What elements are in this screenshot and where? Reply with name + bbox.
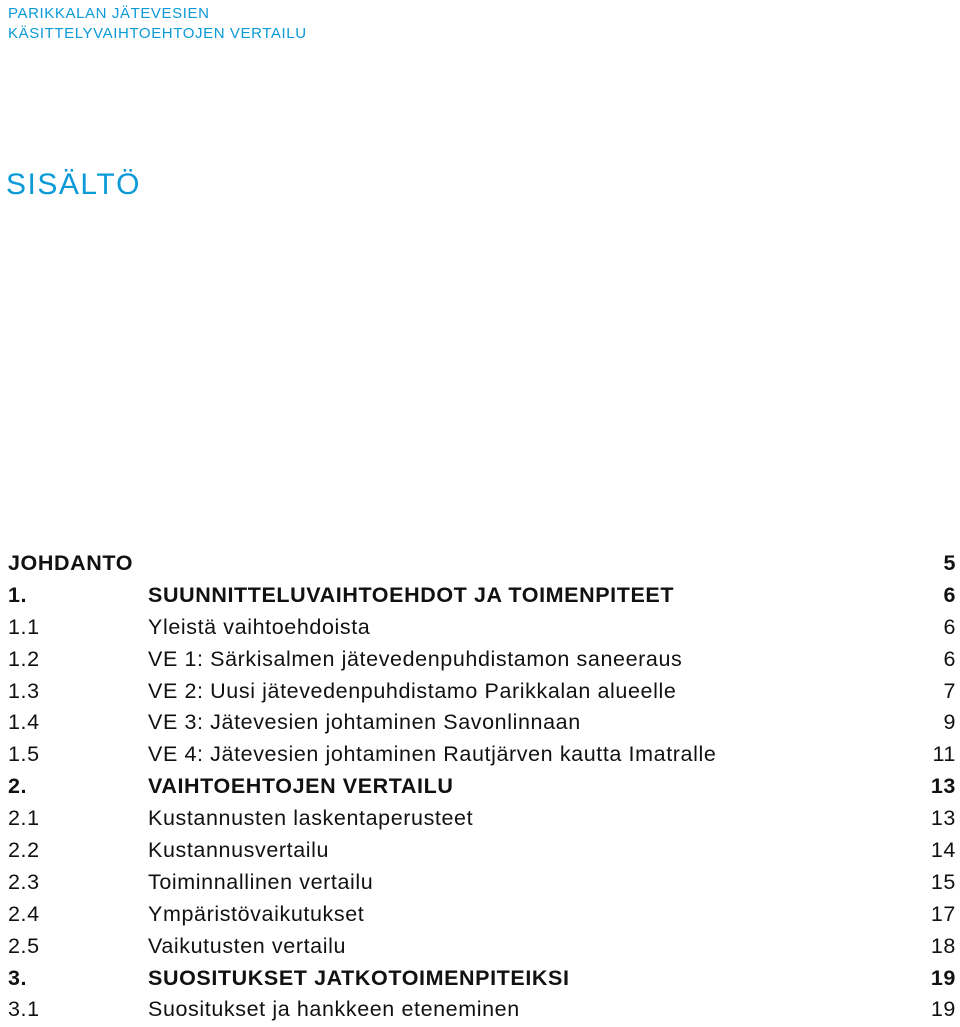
toc-entry-page-number: 18: [930, 933, 956, 958]
toc-entry-number: 1.: [8, 582, 28, 607]
toc-entry: [0, 708, 960, 740]
toc-entry-number: 2.: [8, 774, 28, 799]
toc-entry: [0, 581, 960, 613]
toc-entry-page-number: 6: [943, 614, 956, 639]
toc-entry-title: SUOSITUKSET JATKOTOIMENPITEIKSI: [148, 965, 570, 990]
toc-entry-title: Kustannusvertailu: [148, 838, 330, 863]
page-title: SISÄLTÖ: [6, 168, 141, 201]
document-header: [8, 4, 307, 44]
toc-entry-number: 3.: [8, 965, 28, 990]
toc-entry-title: Suositukset ja hankkeen eteneminen: [148, 997, 520, 1022]
toc-entry-title: Vaikutusten vertailu: [148, 933, 347, 958]
toc-entry: [0, 677, 960, 709]
toc-entry-title: VE 3: Jätevesien johtaminen Savonlinnaan: [148, 710, 581, 735]
table-of-contents: [0, 549, 960, 1027]
toc-entry: [0, 932, 960, 964]
toc-entry: [0, 836, 960, 868]
toc-entry-page-number: 6: [943, 646, 956, 671]
toc-entry: [0, 740, 960, 772]
toc-entry-page-number: 17: [930, 901, 956, 926]
toc-entry-number: 1.4: [8, 710, 40, 735]
toc-entry-number: 2.2: [8, 838, 40, 863]
toc-entry-number: 2.1: [8, 806, 40, 831]
toc-entry-page-number: 5: [943, 551, 956, 575]
toc-entry-title: Kustannusten laskentaperusteet: [148, 806, 474, 831]
toc-entry: [0, 549, 960, 581]
toc-entry-title: Ympäristövaikutukset: [148, 901, 365, 926]
toc-entry-title: JOHDANTO: [8, 551, 134, 575]
toc-entry-number: 2.5: [8, 933, 40, 958]
toc-entry-title: Yleistä vaihtoehdoista: [148, 614, 371, 639]
toc-entry-title: Toiminnallinen vertailu: [148, 869, 374, 894]
toc-entry: [0, 804, 960, 836]
toc-entry-page-number: 14: [930, 838, 956, 863]
toc-entry: [0, 772, 960, 804]
toc-entry: [0, 964, 960, 996]
toc-entry-page-number: 6: [943, 582, 956, 607]
toc-entry-title: VE 4: Jätevesien johtaminen Rautjärven kautta Imatralle: [148, 742, 717, 767]
toc-entry-page-number: 13: [930, 806, 956, 831]
toc-entry-number: 1.1: [8, 614, 40, 639]
toc-entry-number: 1.3: [8, 678, 40, 703]
toc-entry-page-number: 11: [932, 742, 956, 767]
toc-entry-number: 1.5: [8, 742, 40, 767]
toc-entry-page-number: 9: [943, 710, 956, 735]
toc-entry: [0, 900, 960, 932]
toc-entry-title: VAIHTOEHTOJEN VERTAILU: [148, 774, 454, 799]
toc-entry-title: SUUNNITTELUVAIHTOEHDOT JA TOIMENPITEET: [148, 582, 675, 607]
toc-entry: [0, 868, 960, 900]
toc-entry-page-number: 15: [930, 869, 956, 894]
toc-entry-title: VE 2: Uusi jätevedenpuhdistamo Parikkalan alueelle: [148, 678, 677, 703]
toc-entry-page-number: 13: [930, 774, 956, 799]
toc-entry-page-number: 7: [943, 678, 956, 703]
toc-entry-number: 2.4: [8, 901, 40, 926]
toc-entry-number: 3.1: [8, 997, 40, 1022]
toc-entry-page-number: 19: [930, 997, 956, 1022]
toc-entry-number: 1.2: [8, 646, 40, 671]
toc-entry-number: 2.3: [8, 869, 40, 894]
header-line-2: KÄSITTELYVAIHTOEHTOJEN VERTAILU: [8, 25, 307, 42]
toc-entry: [0, 613, 960, 645]
toc-entry-page-number: 19: [930, 965, 956, 990]
toc-entry-title: VE 1: Särkisalmen jätevedenpuhdistamon saneeraus: [148, 646, 683, 671]
toc-entry: [0, 645, 960, 677]
toc-entry: [0, 995, 960, 1027]
header-line-1: PARIKKALAN JÄTEVESIEN: [8, 5, 210, 22]
